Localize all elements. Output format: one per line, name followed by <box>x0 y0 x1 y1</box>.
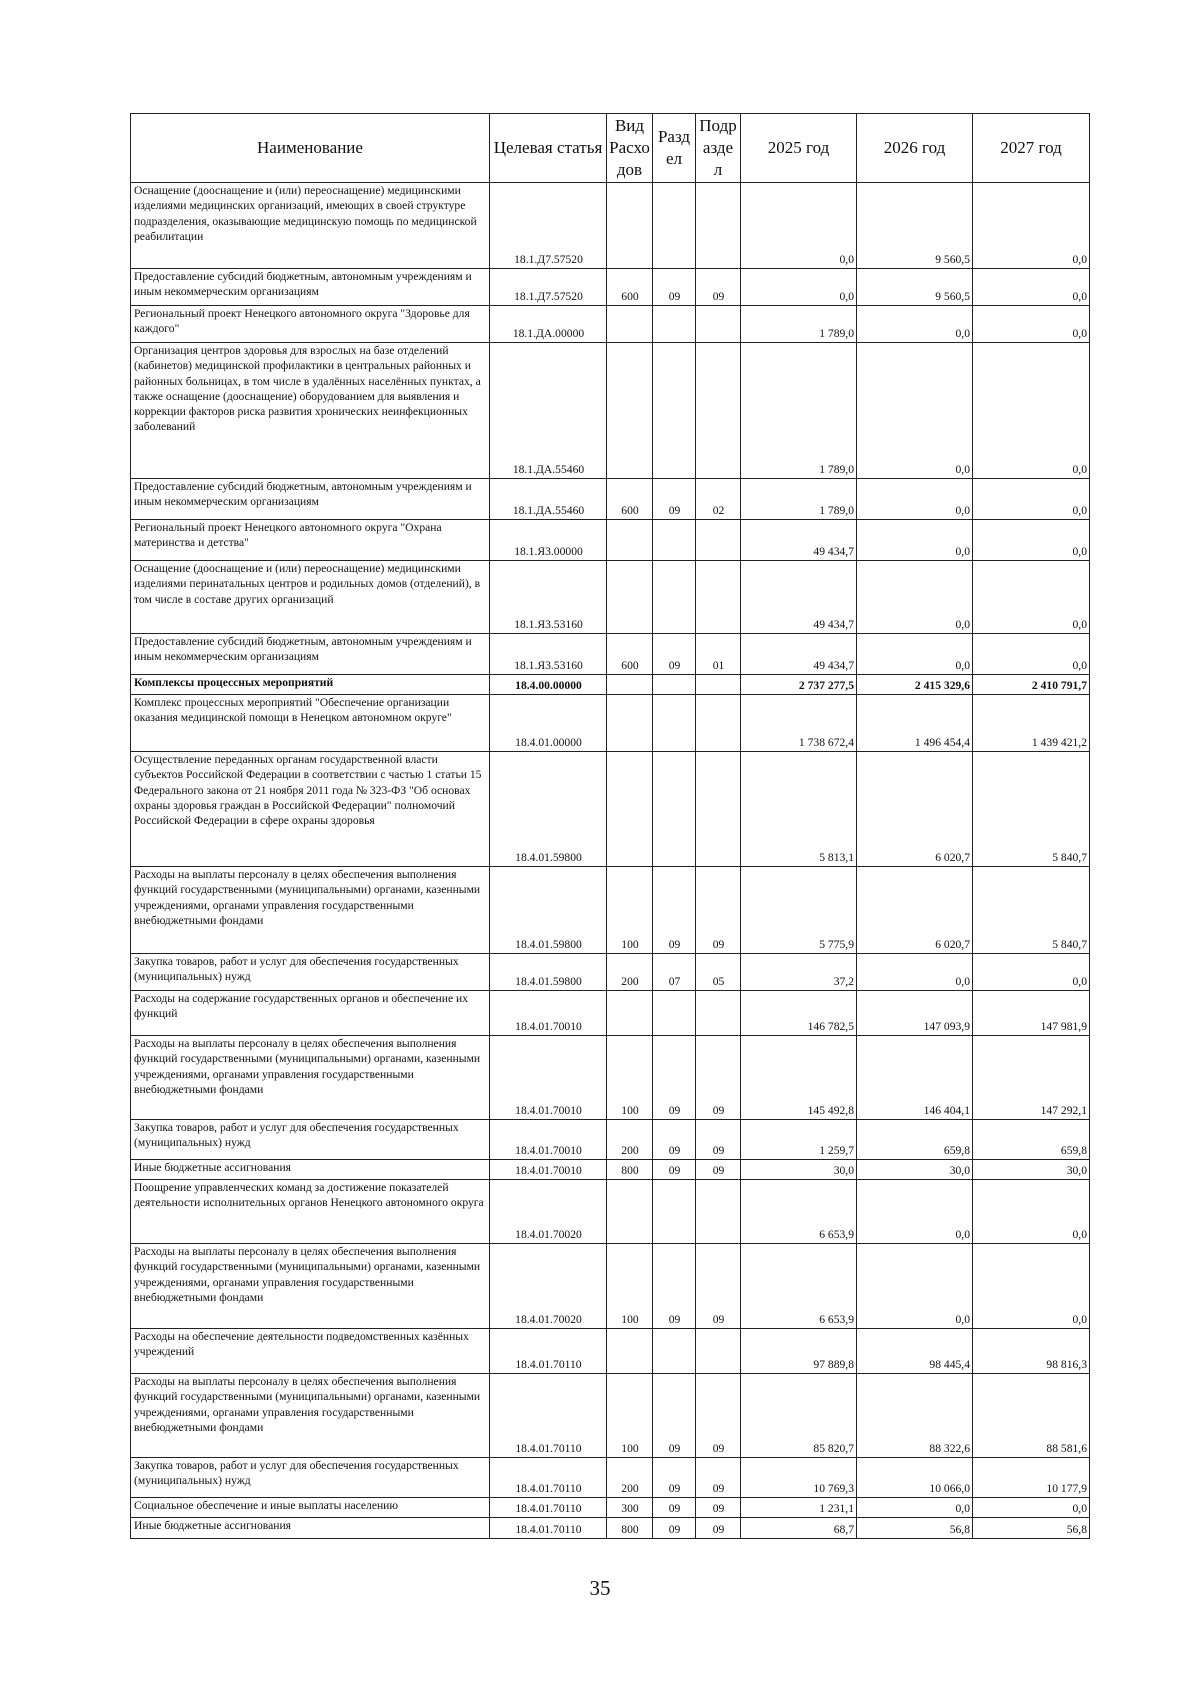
table-body <box>131 183 1090 1539</box>
row-target-article: 18.4.01.70110 <box>490 1458 607 1498</box>
row-amount-2027: 0,0 <box>973 634 1090 675</box>
row-amount-2027: 5 840,7 <box>973 867 1090 954</box>
row-amount-2026: 6 020,7 <box>857 867 973 954</box>
row-amount-2027: 10 177,9 <box>973 1458 1090 1498</box>
row-name: Осуществление переданных органам государственной власти субъектов Российской Федерации в соответствии с частью 1 статьи 15 Федерального закона от 21 ноября 2011 года № 323-ФЗ "Об основах охраны здоровья граждан в Российской Федерации" полномочий Российской Федерации в сфере охраны здоровья <box>131 752 490 867</box>
table-row <box>131 675 1090 695</box>
table-row <box>131 1458 1090 1498</box>
row-target-article: 18.4.01.70110 <box>490 1329 607 1374</box>
row-amount-2027: 659,8 <box>973 1120 1090 1160</box>
row-section <box>653 343 696 479</box>
table-row <box>131 1244 1090 1329</box>
row-subsection <box>696 675 741 695</box>
row-subsection: 09 <box>696 1160 741 1180</box>
row-amount-2025: 1 231,1 <box>741 1498 857 1518</box>
row-section: 09 <box>653 1518 696 1539</box>
row-amount-2026: 0,0 <box>857 634 973 675</box>
row-subsection: 09 <box>696 1498 741 1518</box>
table-row <box>131 991 1090 1036</box>
row-name: Социальное обеспечение и иные выплаты населению <box>131 1498 490 1518</box>
row-section: 09 <box>653 269 696 306</box>
row-expense-type: 300 <box>607 1498 653 1518</box>
row-section: 09 <box>653 1120 696 1160</box>
row-name: Поощрение управленческих команд за достижение показателей деятельности исполнительных органов Ненецкого автономного округа <box>131 1180 490 1244</box>
table-row <box>131 183 1090 269</box>
row-amount-2026: 9 560,5 <box>857 269 973 306</box>
row-section: 09 <box>653 634 696 675</box>
row-subsection: 01 <box>696 634 741 675</box>
row-target-article: 18.1.ДА.00000 <box>490 306 607 343</box>
row-subsection: 05 <box>696 954 741 991</box>
row-expense-type: 100 <box>607 1244 653 1329</box>
row-target-article: 18.4.01.70010 <box>490 1160 607 1180</box>
row-name: Расходы на выплаты персоналу в целях обеспечения выполнения функций государственными (муниципальными) органами, казенными учреждениями, органами управления государственными внебюджетными фондами <box>131 1036 490 1120</box>
row-subsection: 09 <box>696 1036 741 1120</box>
row-target-article: 18.4.01.70010 <box>490 1120 607 1160</box>
row-target-article: 18.4.01.70110 <box>490 1374 607 1458</box>
row-amount-2026: 0,0 <box>857 561 973 634</box>
row-amount-2025: 10 769,3 <box>741 1458 857 1498</box>
row-name: Оснащение (дооснащение и (или) переоснащение) медицинскими изделиями медицинских организаций, имеющих в своей структуре подразделения, оказывающие медицинскую помощь по медицинской реабилитации <box>131 183 490 269</box>
row-expense-type: 200 <box>607 1458 653 1498</box>
row-amount-2027: 1 439 421,2 <box>973 695 1090 752</box>
table-row <box>131 520 1090 561</box>
row-target-article: 18.4.01.70010 <box>490 991 607 1036</box>
row-target-article: 18.4.01.70020 <box>490 1244 607 1329</box>
row-amount-2026: 1 496 454,4 <box>857 695 973 752</box>
row-amount-2025: 5 813,1 <box>741 752 857 867</box>
row-amount-2027: 0,0 <box>973 561 1090 634</box>
row-expense-type <box>607 520 653 561</box>
row-subsection <box>696 343 741 479</box>
row-amount-2026: 56,8 <box>857 1518 973 1539</box>
row-section: 09 <box>653 1036 696 1120</box>
row-name: Предоставление субсидий бюджетным, автономным учреждениям и иным некоммерческим организациям <box>131 634 490 675</box>
row-amount-2025: 0,0 <box>741 183 857 269</box>
row-subsection <box>696 991 741 1036</box>
row-name: Закупка товаров, работ и услуг для обеспечения государственных (муниципальных) нужд <box>131 1120 490 1160</box>
header-subsection: Подр азде л <box>696 114 741 183</box>
row-section: 09 <box>653 1374 696 1458</box>
row-subsection <box>696 306 741 343</box>
row-section <box>653 752 696 867</box>
header-year-2025: 2025 год <box>741 114 857 183</box>
table-row <box>131 695 1090 752</box>
row-section <box>653 183 696 269</box>
row-amount-2025: 49 434,7 <box>741 634 857 675</box>
table-row <box>131 343 1090 479</box>
page-number: 35 <box>589 1576 611 1600</box>
row-expense-type: 200 <box>607 954 653 991</box>
row-target-article: 18.4.01.00000 <box>490 695 607 752</box>
row-subsection <box>696 1329 741 1374</box>
row-subsection: 09 <box>696 1518 741 1539</box>
table-row <box>131 306 1090 343</box>
row-target-article: 18.1.Д7.57520 <box>490 269 607 306</box>
header-name: Наименование <box>131 114 490 183</box>
row-subsection <box>696 183 741 269</box>
row-section: 09 <box>653 1244 696 1329</box>
row-section <box>653 306 696 343</box>
row-name: Комплекс процессных мероприятий "Обеспечение организации оказания медицинской помощи в Ненецком автономном округе" <box>131 695 490 752</box>
row-target-article: 18.1.ДА.55460 <box>490 479 607 520</box>
row-subsection: 09 <box>696 867 741 954</box>
row-target-article: 18.4.01.59800 <box>490 954 607 991</box>
row-amount-2027: 56,8 <box>973 1518 1090 1539</box>
row-amount-2026: 9 560,5 <box>857 183 973 269</box>
row-amount-2026: 0,0 <box>857 520 973 561</box>
row-expense-type <box>607 1329 653 1374</box>
row-section: 09 <box>653 867 696 954</box>
row-amount-2025: 1 789,0 <box>741 343 857 479</box>
row-expense-type <box>607 675 653 695</box>
row-subsection <box>696 561 741 634</box>
row-amount-2025: 145 492,8 <box>741 1036 857 1120</box>
row-amount-2026: 146 404,1 <box>857 1036 973 1120</box>
row-target-article: 18.1.Я3.53160 <box>490 561 607 634</box>
row-subsection: 09 <box>696 1120 741 1160</box>
row-amount-2027: 0,0 <box>973 954 1090 991</box>
row-expense-type <box>607 183 653 269</box>
header-year-2027: 2027 год <box>973 114 1090 183</box>
row-expense-type <box>607 991 653 1036</box>
row-amount-2025: 37,2 <box>741 954 857 991</box>
header-target-article: Целевая статья <box>490 114 607 183</box>
row-expense-type: 800 <box>607 1160 653 1180</box>
row-expense-type <box>607 343 653 479</box>
row-amount-2026: 147 093,9 <box>857 991 973 1036</box>
row-section: 09 <box>653 1458 696 1498</box>
row-target-article: 18.4.00.00000 <box>490 675 607 695</box>
table-row <box>131 1160 1090 1180</box>
row-section: 09 <box>653 479 696 520</box>
row-section: 09 <box>653 1160 696 1180</box>
header-expense-type: Вид Расхо дов <box>607 114 653 183</box>
row-amount-2027: 0,0 <box>973 1498 1090 1518</box>
table-row <box>131 269 1090 306</box>
row-name: Расходы на содержание государственных органов и обеспечение их функций <box>131 991 490 1036</box>
row-amount-2027: 0,0 <box>973 269 1090 306</box>
row-expense-type: 100 <box>607 867 653 954</box>
row-name: Предоставление субсидий бюджетным, автономным учреждениям и иным некоммерческим организациям <box>131 479 490 520</box>
row-subsection: 02 <box>696 479 741 520</box>
row-amount-2027: 0,0 <box>973 306 1090 343</box>
row-expense-type: 100 <box>607 1374 653 1458</box>
row-section <box>653 561 696 634</box>
table-row <box>131 561 1090 634</box>
row-target-article: 18.4.01.70020 <box>490 1180 607 1244</box>
table-row <box>131 1120 1090 1160</box>
header-year-2026: 2026 год <box>857 114 973 183</box>
row-target-article: 18.4.01.59800 <box>490 867 607 954</box>
row-amount-2027: 0,0 <box>973 479 1090 520</box>
row-amount-2025: 2 737 277,5 <box>741 675 857 695</box>
row-target-article: 18.4.01.70110 <box>490 1518 607 1539</box>
row-amount-2027: 0,0 <box>973 183 1090 269</box>
row-expense-type: 800 <box>607 1518 653 1539</box>
row-amount-2027: 98 816,3 <box>973 1329 1090 1374</box>
row-name: Комплексы процессных мероприятий <box>131 675 490 695</box>
table-row <box>131 1518 1090 1539</box>
row-amount-2025: 30,0 <box>741 1160 857 1180</box>
row-amount-2026: 30,0 <box>857 1160 973 1180</box>
row-name: Закупка товаров, работ и услуг для обеспечения государственных (муниципальных) нужд <box>131 1458 490 1498</box>
row-amount-2026: 10 066,0 <box>857 1458 973 1498</box>
row-expense-type <box>607 695 653 752</box>
row-name: Расходы на выплаты персоналу в целях обеспечения выполнения функций государственными (муниципальными) органами, казенными учреждениями, органами управления государственными внебюджетными фондами <box>131 1374 490 1458</box>
row-amount-2026: 0,0 <box>857 1498 973 1518</box>
row-amount-2025: 68,7 <box>741 1518 857 1539</box>
budget-table <box>130 113 1090 1539</box>
row-name: Расходы на выплаты персоналу в целях обеспечения выполнения функций государственными (муниципальными) органами, казенными учреждениями, органами управления государственными внебюджетными фондами <box>131 867 490 954</box>
row-amount-2025: 1 738 672,4 <box>741 695 857 752</box>
row-amount-2025: 146 782,5 <box>741 991 857 1036</box>
row-amount-2026: 6 020,7 <box>857 752 973 867</box>
row-section <box>653 675 696 695</box>
row-amount-2027: 30,0 <box>973 1160 1090 1180</box>
row-expense-type: 200 <box>607 1120 653 1160</box>
row-name: Закупка товаров, работ и услуг для обеспечения государственных (муниципальных) нужд <box>131 954 490 991</box>
row-amount-2026: 2 415 329,6 <box>857 675 973 695</box>
row-amount-2025: 1 789,0 <box>741 479 857 520</box>
row-name: Расходы на выплаты персоналу в целях обеспечения выполнения функций государственными (муниципальными) органами, казенными учреждениями, органами управления государственными внебюджетными фондами <box>131 1244 490 1329</box>
row-expense-type <box>607 1180 653 1244</box>
row-amount-2025: 97 889,8 <box>741 1329 857 1374</box>
row-amount-2026: 0,0 <box>857 306 973 343</box>
row-name: Региональный проект Ненецкого автономного округа "Охрана материнства и детства" <box>131 520 490 561</box>
row-section <box>653 991 696 1036</box>
row-target-article: 18.4.01.70110 <box>490 1498 607 1518</box>
row-target-article: 18.1.Д7.57520 <box>490 183 607 269</box>
row-expense-type <box>607 561 653 634</box>
row-amount-2027: 0,0 <box>973 1244 1090 1329</box>
row-subsection <box>696 752 741 867</box>
row-amount-2026: 0,0 <box>857 1180 973 1244</box>
row-amount-2026: 0,0 <box>857 343 973 479</box>
row-amount-2027: 0,0 <box>973 1180 1090 1244</box>
row-amount-2027: 88 581,6 <box>973 1374 1090 1458</box>
row-target-article: 18.1.Я3.00000 <box>490 520 607 561</box>
row-amount-2026: 0,0 <box>857 1244 973 1329</box>
table-row <box>131 1036 1090 1120</box>
row-amount-2026: 0,0 <box>857 479 973 520</box>
row-expense-type: 100 <box>607 1036 653 1120</box>
row-target-article: 18.4.01.70010 <box>490 1036 607 1120</box>
table-row <box>131 954 1090 991</box>
row-amount-2027: 147 981,9 <box>973 991 1090 1036</box>
row-name: Иные бюджетные ассигнования <box>131 1518 490 1539</box>
row-expense-type <box>607 306 653 343</box>
table-row <box>131 1498 1090 1518</box>
table-row <box>131 1329 1090 1374</box>
row-subsection <box>696 695 741 752</box>
row-target-article: 18.1.ДА.55460 <box>490 343 607 479</box>
row-amount-2025: 6 653,9 <box>741 1244 857 1329</box>
row-subsection: 09 <box>696 1458 741 1498</box>
header-section: Разд ел <box>653 114 696 183</box>
row-amount-2025: 0,0 <box>741 269 857 306</box>
row-section: 07 <box>653 954 696 991</box>
row-name: Организация центров здоровья для взрослых на базе отделений (кабинетов) медицинской профилактики в центральных районных и районных больницах, в том числе в удалённых населённых пунктах, а также оснащение (дооснащение) оборудованием для выявления и коррекции факторов риска развития хронических неинфекционных заболеваний <box>131 343 490 479</box>
row-amount-2027: 2 410 791,7 <box>973 675 1090 695</box>
row-expense-type: 600 <box>607 269 653 306</box>
row-subsection <box>696 520 741 561</box>
row-expense-type: 600 <box>607 479 653 520</box>
row-amount-2025: 1 789,0 <box>741 306 857 343</box>
row-amount-2025: 49 434,7 <box>741 520 857 561</box>
row-amount-2025: 49 434,7 <box>741 561 857 634</box>
row-target-article: 18.4.01.59800 <box>490 752 607 867</box>
row-section <box>653 520 696 561</box>
row-expense-type <box>607 752 653 867</box>
table-row <box>131 752 1090 867</box>
row-subsection <box>696 1180 741 1244</box>
row-amount-2025: 1 259,7 <box>741 1120 857 1160</box>
table-row <box>131 1180 1090 1244</box>
row-target-article: 18.1.Я3.53160 <box>490 634 607 675</box>
row-section: 09 <box>653 1498 696 1518</box>
table-row <box>131 867 1090 954</box>
header-row <box>131 114 1090 183</box>
row-name: Региональный проект Ненецкого автономного округа "Здоровье для каждого" <box>131 306 490 343</box>
row-amount-2027: 147 292,1 <box>973 1036 1090 1120</box>
row-amount-2026: 88 322,6 <box>857 1374 973 1458</box>
row-name: Иные бюджетные ассигнования <box>131 1160 490 1180</box>
row-section <box>653 695 696 752</box>
table-row <box>131 479 1090 520</box>
row-amount-2025: 5 775,9 <box>741 867 857 954</box>
row-name: Оснащение (дооснащение и (или) переоснащение) медицинскими изделиями перинатальных центров и родильных домов (отделений), в том числе в составе других организаций <box>131 561 490 634</box>
row-expense-type: 600 <box>607 634 653 675</box>
row-amount-2026: 659,8 <box>857 1120 973 1160</box>
row-subsection: 09 <box>696 1244 741 1329</box>
table-row <box>131 1374 1090 1458</box>
row-amount-2027: 0,0 <box>973 520 1090 561</box>
row-subsection: 09 <box>696 269 741 306</box>
row-amount-2026: 0,0 <box>857 954 973 991</box>
row-amount-2027: 0,0 <box>973 343 1090 479</box>
row-subsection: 09 <box>696 1374 741 1458</box>
row-section <box>653 1329 696 1374</box>
row-name: Предоставление субсидий бюджетным, автономным учреждениям и иным некоммерческим организациям <box>131 269 490 306</box>
row-amount-2027: 5 840,7 <box>973 752 1090 867</box>
table-row <box>131 634 1090 675</box>
row-amount-2025: 85 820,7 <box>741 1374 857 1458</box>
row-name: Расходы на обеспечение деятельности подведомственных казённых учреждений <box>131 1329 490 1374</box>
row-amount-2026: 98 445,4 <box>857 1329 973 1374</box>
row-amount-2025: 6 653,9 <box>741 1180 857 1244</box>
row-section <box>653 1180 696 1244</box>
